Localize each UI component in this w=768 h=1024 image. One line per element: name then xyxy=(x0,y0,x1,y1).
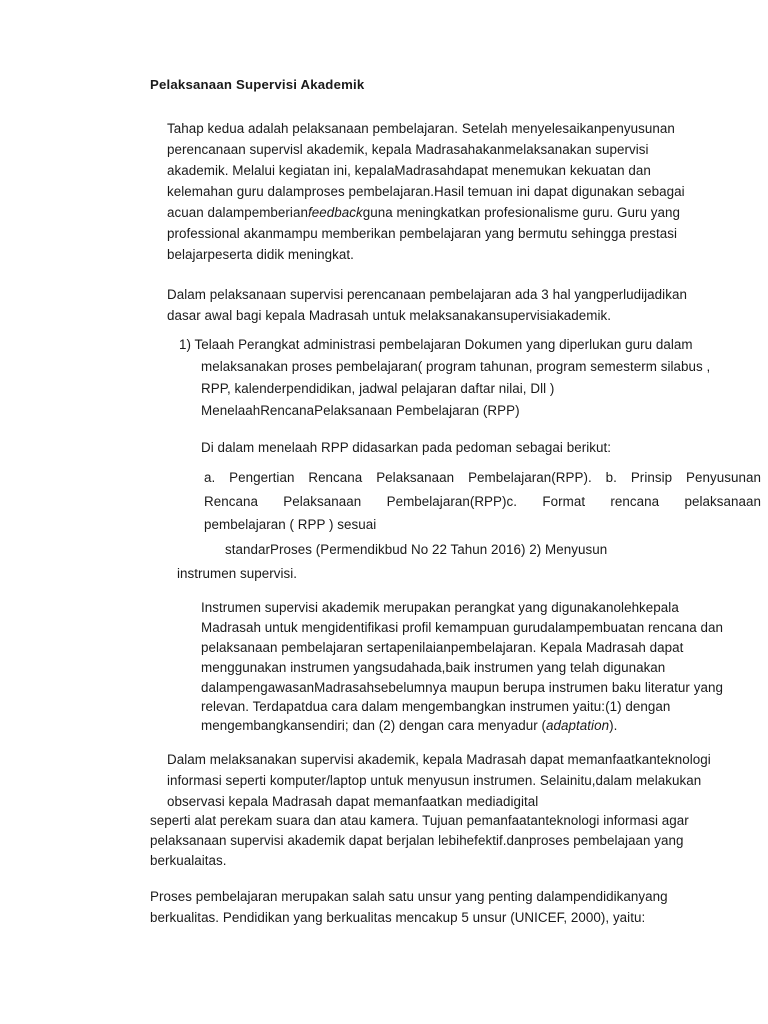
text-line: Madrasah untuk mengidentifikasi profil kemampuan gurudalampembuatan rencana dan xyxy=(201,620,724,635)
text-line: relevan. Terdapatdua cara dalam mengembangkan instrumen yaitu:(1) dengan xyxy=(201,699,671,714)
text-line: pembelajaran ( RPP ) sesuai xyxy=(204,517,377,532)
text-line: dasar awal bagi kepala Madrasah untuk melaksanakansupervisiakademik. xyxy=(167,308,612,323)
document-title: Pelaksanaan Supervisi Akademik xyxy=(150,77,365,92)
justified-line xyxy=(204,470,761,486)
word: Pelaksanaan xyxy=(376,470,455,485)
word: Format xyxy=(542,494,586,509)
word: Pembelajaran(RPP)c. xyxy=(386,494,518,509)
text-line: Instrumen supervisi akademik merupakan perangkat yang digunakanolehkepala xyxy=(201,600,679,615)
word: Rencana xyxy=(308,470,363,485)
text-line: informasi seperti komputer/laptop untuk menyusun instrumen. Selainitu,dalam melakukan xyxy=(167,773,702,788)
text-line xyxy=(201,718,617,734)
word: pelaksanaan xyxy=(684,494,761,509)
text-line: Dalam pelaksanaan supervisi perencanaan pembelajaran ada 3 hal yangperludijadikan xyxy=(167,287,687,302)
text-line: berkualitas. Pendidikan yang berkualitas mencakup 5 unsur (UNICEF, 2000), yaitu: xyxy=(150,910,646,925)
word: Pembelajaran(RPP). xyxy=(468,470,592,485)
text-line: observasi kepala Madrasah dapat memanfaatkan mediadigital xyxy=(167,794,539,809)
text-line: dalampengawasanMadrasahsebelumnya maupun berupa instrumen baku literatur yang xyxy=(201,680,723,695)
text-line: 1) Telaah Perangkat administrasi pembelajaran Dokumen yang diperlukan guru dalam xyxy=(179,337,693,352)
word: Pelaksanaan xyxy=(283,494,362,509)
word: Pengertian xyxy=(229,470,295,485)
text-line: standarProses (Permendikbud No 22 Tahun 2016) 2) Menyusun xyxy=(225,542,608,557)
word: Penyusunan xyxy=(686,470,761,485)
text-run: mengembangkansendiri; dan (2) dengan cara menyadur ( xyxy=(201,718,547,733)
text-line: kelemahan guru dalamproses pembelajaran.Hasil temuan ini dapat digunakan sebagai xyxy=(167,184,685,199)
italic-term-adaptation: adaptation xyxy=(546,718,610,733)
text-line: Proses pembelajaran merupakan salah satu unsur yang penting dalampendidikanyang xyxy=(150,889,668,904)
rpp-intro-text: Di dalam menelaah RPP didasarkan pada pedoman sebagai berikut: xyxy=(201,440,612,455)
text-line: Tahap kedua adalah pelaksanaan pembelajaran. Setelah menyelesaikanpenyusunan xyxy=(167,121,675,136)
justified-line xyxy=(204,494,761,510)
text-line: MenelaahRencanaPelaksanaan Pembelajaran (RPP) xyxy=(201,403,520,418)
text-line: RPP, kalenderpendidikan, jadwal pelajaran daftar nilai, Dll ) xyxy=(201,381,555,396)
text-line: akademik. Melalui kegiatan ini, kepalaMadrasahdapat menemukan kekuatan dan xyxy=(167,163,651,178)
text-line: Dalam melaksanakan supervisi akademik, kepala Madrasah dapat memanfaatkanteknologi xyxy=(167,752,711,767)
text-line: berkualaitas. xyxy=(150,853,227,868)
italic-term-feedback: feedback xyxy=(307,205,363,220)
word: Rencana xyxy=(204,494,258,509)
text-line: belajarpeserta didik meningkat. xyxy=(167,247,354,262)
text-line: pelaksanaan supervisi akademik dapat berjalan lebihefektif.danproses pembelajaan yang xyxy=(150,833,684,848)
text-line: professional akanmampu memberikan pembelajaran yang bermutu sehingga prestasi xyxy=(167,226,677,241)
text-run: guna meningkatkan profesionalisme guru. Guru yang xyxy=(362,205,681,220)
word: rencana xyxy=(610,494,660,509)
text-line: seperti alat perekam suara dan atau kamera. Tujuan pemanfaatanteknologi informasi agar xyxy=(150,813,689,828)
text-run: ). xyxy=(609,718,618,733)
word: a. xyxy=(204,470,216,485)
word: b. xyxy=(605,470,617,485)
text-line xyxy=(167,205,680,221)
text-line: menggunakan instrumen yangsudahada,baik instrumen yang telah digunakan xyxy=(201,660,666,675)
text-run: acuan dalampemberian xyxy=(167,205,308,220)
text-line: instrumen supervisi. xyxy=(177,566,298,581)
text-line: melaksanakan proses pembelajaran( program tahunan, program semesterm silabus , xyxy=(201,359,711,374)
word: Prinsip xyxy=(630,470,673,485)
text-line: pelaksanaan pembelajaran sertapenilaianpembelajaran. Kepala Madrasah dapat xyxy=(201,640,684,655)
text-line: perencanaan supervisl akademik, kepala Madrasahakanmelaksanakan supervisi xyxy=(167,142,649,157)
